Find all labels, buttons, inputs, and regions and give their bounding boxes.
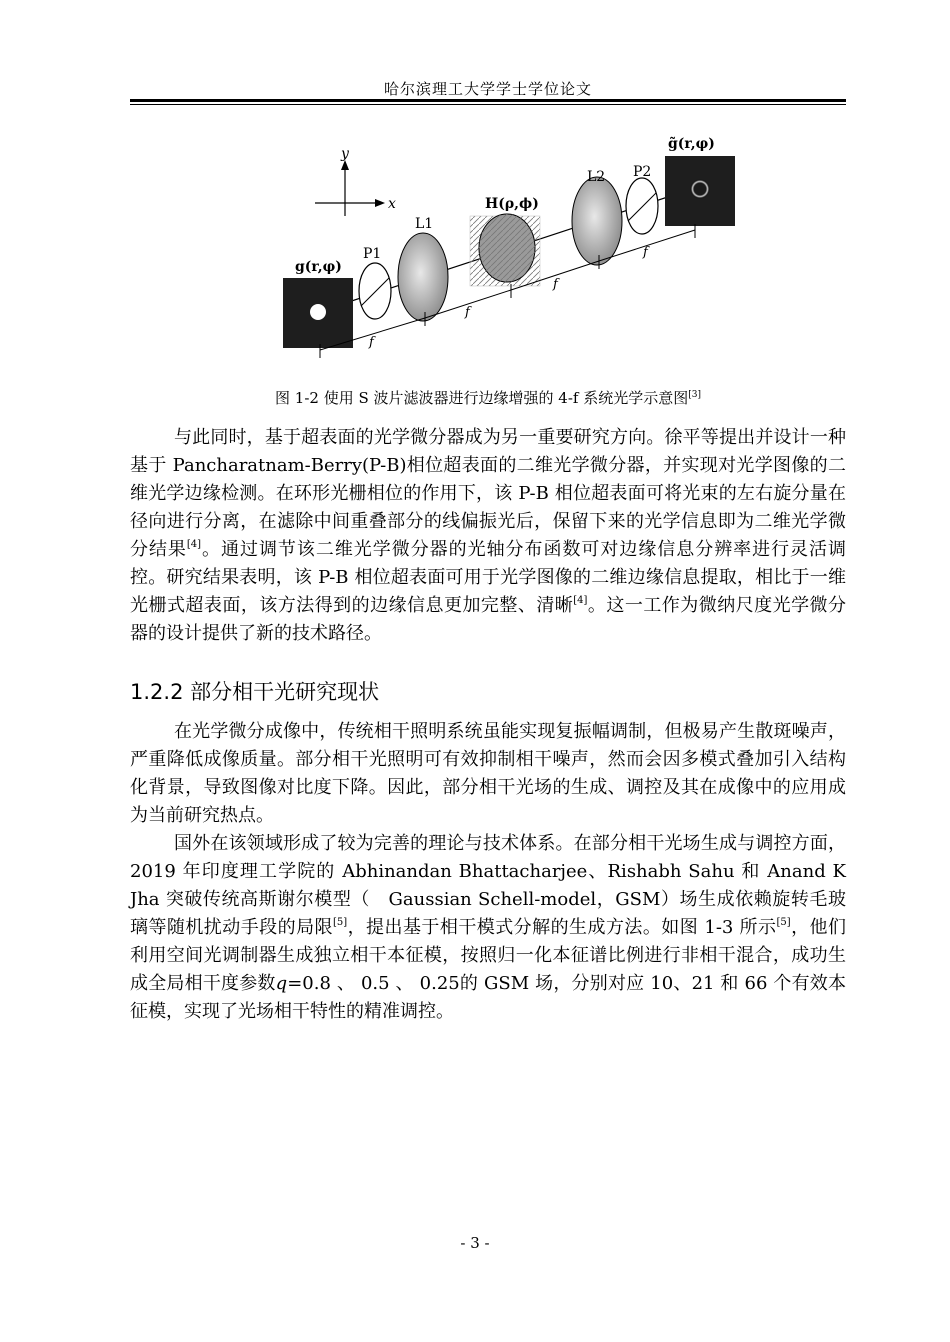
lens-l1 — [398, 233, 448, 321]
page-number: - 3 - — [460, 1234, 490, 1252]
caption-text: 图 1-2 使用 S 波片滤波器进行边缘增强的 4-f 系统光学示意图 — [275, 389, 689, 407]
para2-text: 在光学微分成像中，传统相干照明系统虽能实现复振幅调制，但极易产生散斑噪声，严重降低成像质量。部分相干光照明可有效抑制相干噪声，然而会因多模式叠加引入结构化背景，导致图像对比度下降。因此，部分相干光场的生成、调控及其在成像中的应用成为当前研究热点。 — [130, 721, 846, 826]
lens-l2 — [572, 177, 622, 265]
running-header: 哈尔滨理工大学学士学位论文 — [383, 80, 592, 98]
label-l2: L2 — [587, 169, 606, 185]
para1-text-c: 。这一工作为微纳尺度光学微分器的设计提供了新的技术路径。 — [130, 595, 847, 644]
label-h: H(ρ,ϕ) — [485, 196, 539, 212]
focal-label-3: f — [553, 277, 558, 292]
caption-citation: [3] — [688, 390, 701, 400]
para1-citation-a: [4] — [186, 539, 202, 550]
paragraph-partial-coherence — [130, 718, 846, 830]
section-heading: 1.2.2 部分相干光研究现状 — [130, 680, 380, 704]
label-p1: P1 — [363, 246, 382, 262]
paragraph-foreign-research — [130, 830, 846, 1026]
focal-label-2: f — [465, 305, 470, 320]
para3-text-c: ，他们利用空间光调制器生成独立相干本征模，按照归一化本征谱比例进行非相干混合，成功生成全局相干度参数 — [130, 917, 846, 994]
y-axis-label: y — [341, 146, 349, 162]
para1-text-a: 与此同时，基于超表面的光学微分器成为另一重要研究方向。徐平等提出并设计一种基于 Pancharatnam-Berry(P-B)相位超表面的二维光学微分器，并实现对光学图像的二维光学边缘检测。在环形光栅相位的作用下，该 P-B 相位超表面可将光束的左右旋分量在径向进行分离，在滤除中间重叠部分的线偏振光后，保留下来的光学信息即为二维光学微分结果 — [130, 427, 846, 560]
label-l1: L1 — [415, 216, 434, 232]
para3-citation-b: [5] — [776, 917, 791, 928]
figure-4f-system — [275, 128, 745, 378]
para1-citation-b: [4] — [573, 595, 588, 606]
focal-label-1: f — [369, 335, 374, 350]
polarizer-p2 — [626, 178, 658, 234]
para3-text-d: =0.8 、 0.5 、 0.25的 GSM 场，分别对应 10、21 和 66 个有效本征模，实现了光场相干特性的精准调控。 — [130, 973, 847, 1022]
para3-text-b: ，提出基于相干模式分解的生成方法。如图 1-3 所示 — [347, 917, 777, 938]
focal-label-4: f — [643, 245, 648, 260]
output-edge-ring — [690, 179, 710, 199]
figure-caption — [130, 387, 846, 408]
paragraph-metasurface — [130, 424, 846, 648]
polarizer-p1 — [359, 263, 391, 319]
label-output-g: g̃(r,φ) — [668, 136, 715, 152]
para3-text-a: 国外在该领域形成了较为完善的理论与技术体系。在部分相干光场生成与调控方面，2019 年印度理工学院的 Abhinandan Bhattacharjee、Rishabh Sahu 和 Anand K Jha 突破传统高斯谢尔模型（ Gaussian Schell-model，GSM）场生成依赖旋转毛玻璃等随机扰动手段的局限 — [130, 833, 846, 938]
para3-variable-q: q — [275, 973, 288, 994]
label-p2: P2 — [633, 164, 652, 180]
header-rule-thin — [130, 104, 846, 105]
header-rule-thick — [130, 99, 846, 102]
input-aperture — [310, 304, 326, 320]
optical-diagram — [275, 128, 745, 378]
para1-text-b: 。通过调节该二维光学微分器的光轴分布函数可对边缘信息分辨率进行灵活调控。研究结果表明，该 P-B 相位超表面可用于光学图像的二维边缘信息提取，相比于一维光栅式超表面，该方法得到的边缘信息更加完整、清晰 — [130, 539, 846, 616]
para3-citation-a: [5] — [332, 917, 348, 928]
label-input-g: g(r,φ) — [295, 259, 342, 275]
x-axis-label: x — [388, 196, 396, 212]
